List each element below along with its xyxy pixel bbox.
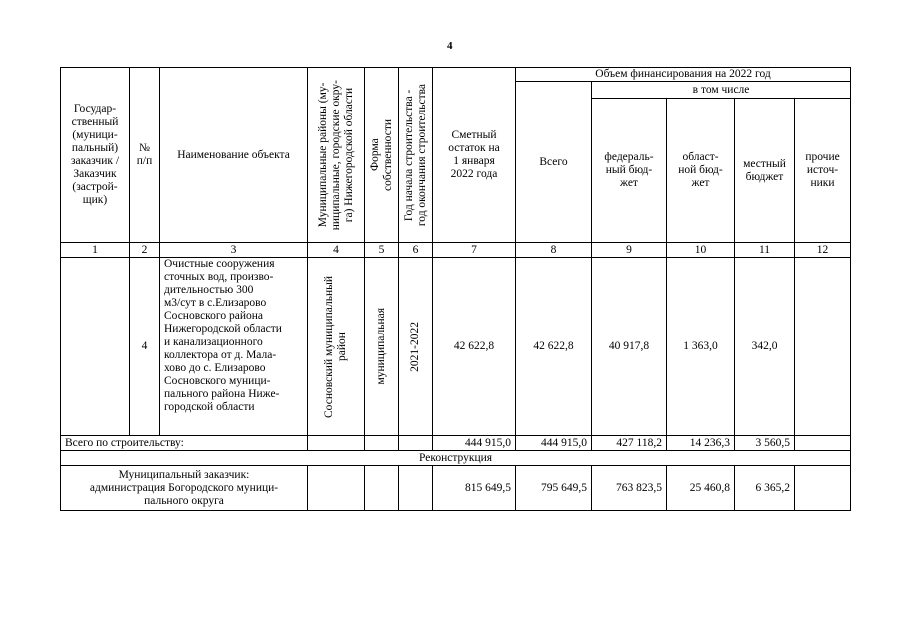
header-districts (308, 68, 365, 243)
header-funding-total: Объем финансирования на 2022 год (516, 68, 851, 82)
reconstruction-total: 795 649,5 (516, 466, 592, 511)
object-num: 4 (130, 258, 160, 436)
object-regional: 1 363,0 (667, 258, 735, 436)
empty-cell (365, 436, 399, 451)
construction-total-row (61, 436, 851, 451)
construction-total-total: 444 915,0 (516, 436, 592, 451)
empty-cell (308, 466, 365, 511)
object-row (61, 258, 851, 436)
construction-total-federal: 427 118,2 (592, 436, 667, 451)
header-customer: Государ- ственный (муници- пальный) заказчик / Заказчик (застрой- щик) (61, 68, 130, 243)
header-num: № п/п (130, 68, 160, 243)
header-years-text: Год начала строительства - год окончания строительства (402, 83, 428, 227)
page-number: 4 (447, 40, 453, 52)
column-number: 9 (592, 243, 667, 258)
column-number: 12 (795, 243, 851, 258)
reconstruction-federal: 763 823,5 (592, 466, 667, 511)
object-years-text: 2021-2022 (409, 321, 421, 372)
column-number: 10 (667, 243, 735, 258)
reconstruction-estimate: 815 649,5 (433, 466, 516, 511)
construction-total-local: 3 560,5 (735, 436, 795, 451)
object-federal: 40 917,8 (592, 258, 667, 436)
column-number: 4 (308, 243, 365, 258)
object-name: Очистные сооружения сточных вод, произво- дительностью 300 м3/сут в с.Елизарово Сосновского района Нижегородской области и канализационного коллектора от д. Мала- хово до с. Елизарово Сосновского муници- пального района Ниже- городской области (160, 258, 308, 436)
header-years (399, 68, 433, 243)
object-other (795, 258, 851, 436)
empty-cell (365, 466, 399, 511)
reconstruction-local: 6 365,2 (735, 466, 795, 511)
empty-cell (308, 436, 365, 451)
empty-cell (399, 436, 433, 451)
object-estimate: 42 622,8 (433, 258, 516, 436)
object-ownership (365, 258, 399, 436)
column-numbers-row (61, 243, 851, 258)
header-total: Всего (516, 82, 592, 243)
construction-total-regional: 14 236,3 (667, 436, 735, 451)
column-number: 6 (399, 243, 433, 258)
object-ownership-text: муниципальная (375, 308, 387, 385)
section-title: Реконструкция (61, 451, 851, 466)
section-row (61, 451, 851, 466)
column-number: 8 (516, 243, 592, 258)
reconstruction-label: Муниципальный заказчик: администрация Богородского муници- пального округа (61, 466, 308, 511)
reconstruction-row (61, 466, 851, 511)
header-ownership (365, 68, 399, 243)
header-estimate: Сметный остаток на 1 января 2022 года (433, 68, 516, 243)
financing-table (60, 67, 851, 511)
empty-cell (399, 466, 433, 511)
column-number: 1 (61, 243, 130, 258)
header-ownership-text: Форма собственности (368, 119, 394, 191)
object-total: 42 622,8 (516, 258, 592, 436)
construction-total-other (795, 436, 851, 451)
header-object-name: Наименование объекта (160, 68, 308, 243)
construction-total-estimate: 444 915,0 (433, 436, 516, 451)
column-number: 11 (735, 243, 795, 258)
object-local: 342,0 (735, 258, 795, 436)
object-customer (61, 258, 130, 436)
column-number: 2 (130, 243, 160, 258)
header-including: в том числе (592, 82, 851, 99)
column-number: 3 (160, 243, 308, 258)
object-years (399, 258, 433, 436)
header-other: прочие источ- ники (795, 99, 851, 243)
object-district-text: Сосновский муниципальный район (323, 275, 348, 418)
header-federal: федераль- ный бюд- жет (592, 99, 667, 243)
column-number: 7 (433, 243, 516, 258)
header-districts-text: Муниципальные районы (му- ниципальные, городские окру- га) Нижегородской области (316, 79, 355, 231)
column-number: 5 (365, 243, 399, 258)
construction-total-label: Всего по строительству: (61, 436, 308, 451)
header-regional: област- ной бюд- жет (667, 99, 735, 243)
header-local: местный бюджет (735, 99, 795, 243)
reconstruction-regional: 25 460,8 (667, 466, 735, 511)
object-district (308, 258, 365, 436)
reconstruction-other (795, 466, 851, 511)
